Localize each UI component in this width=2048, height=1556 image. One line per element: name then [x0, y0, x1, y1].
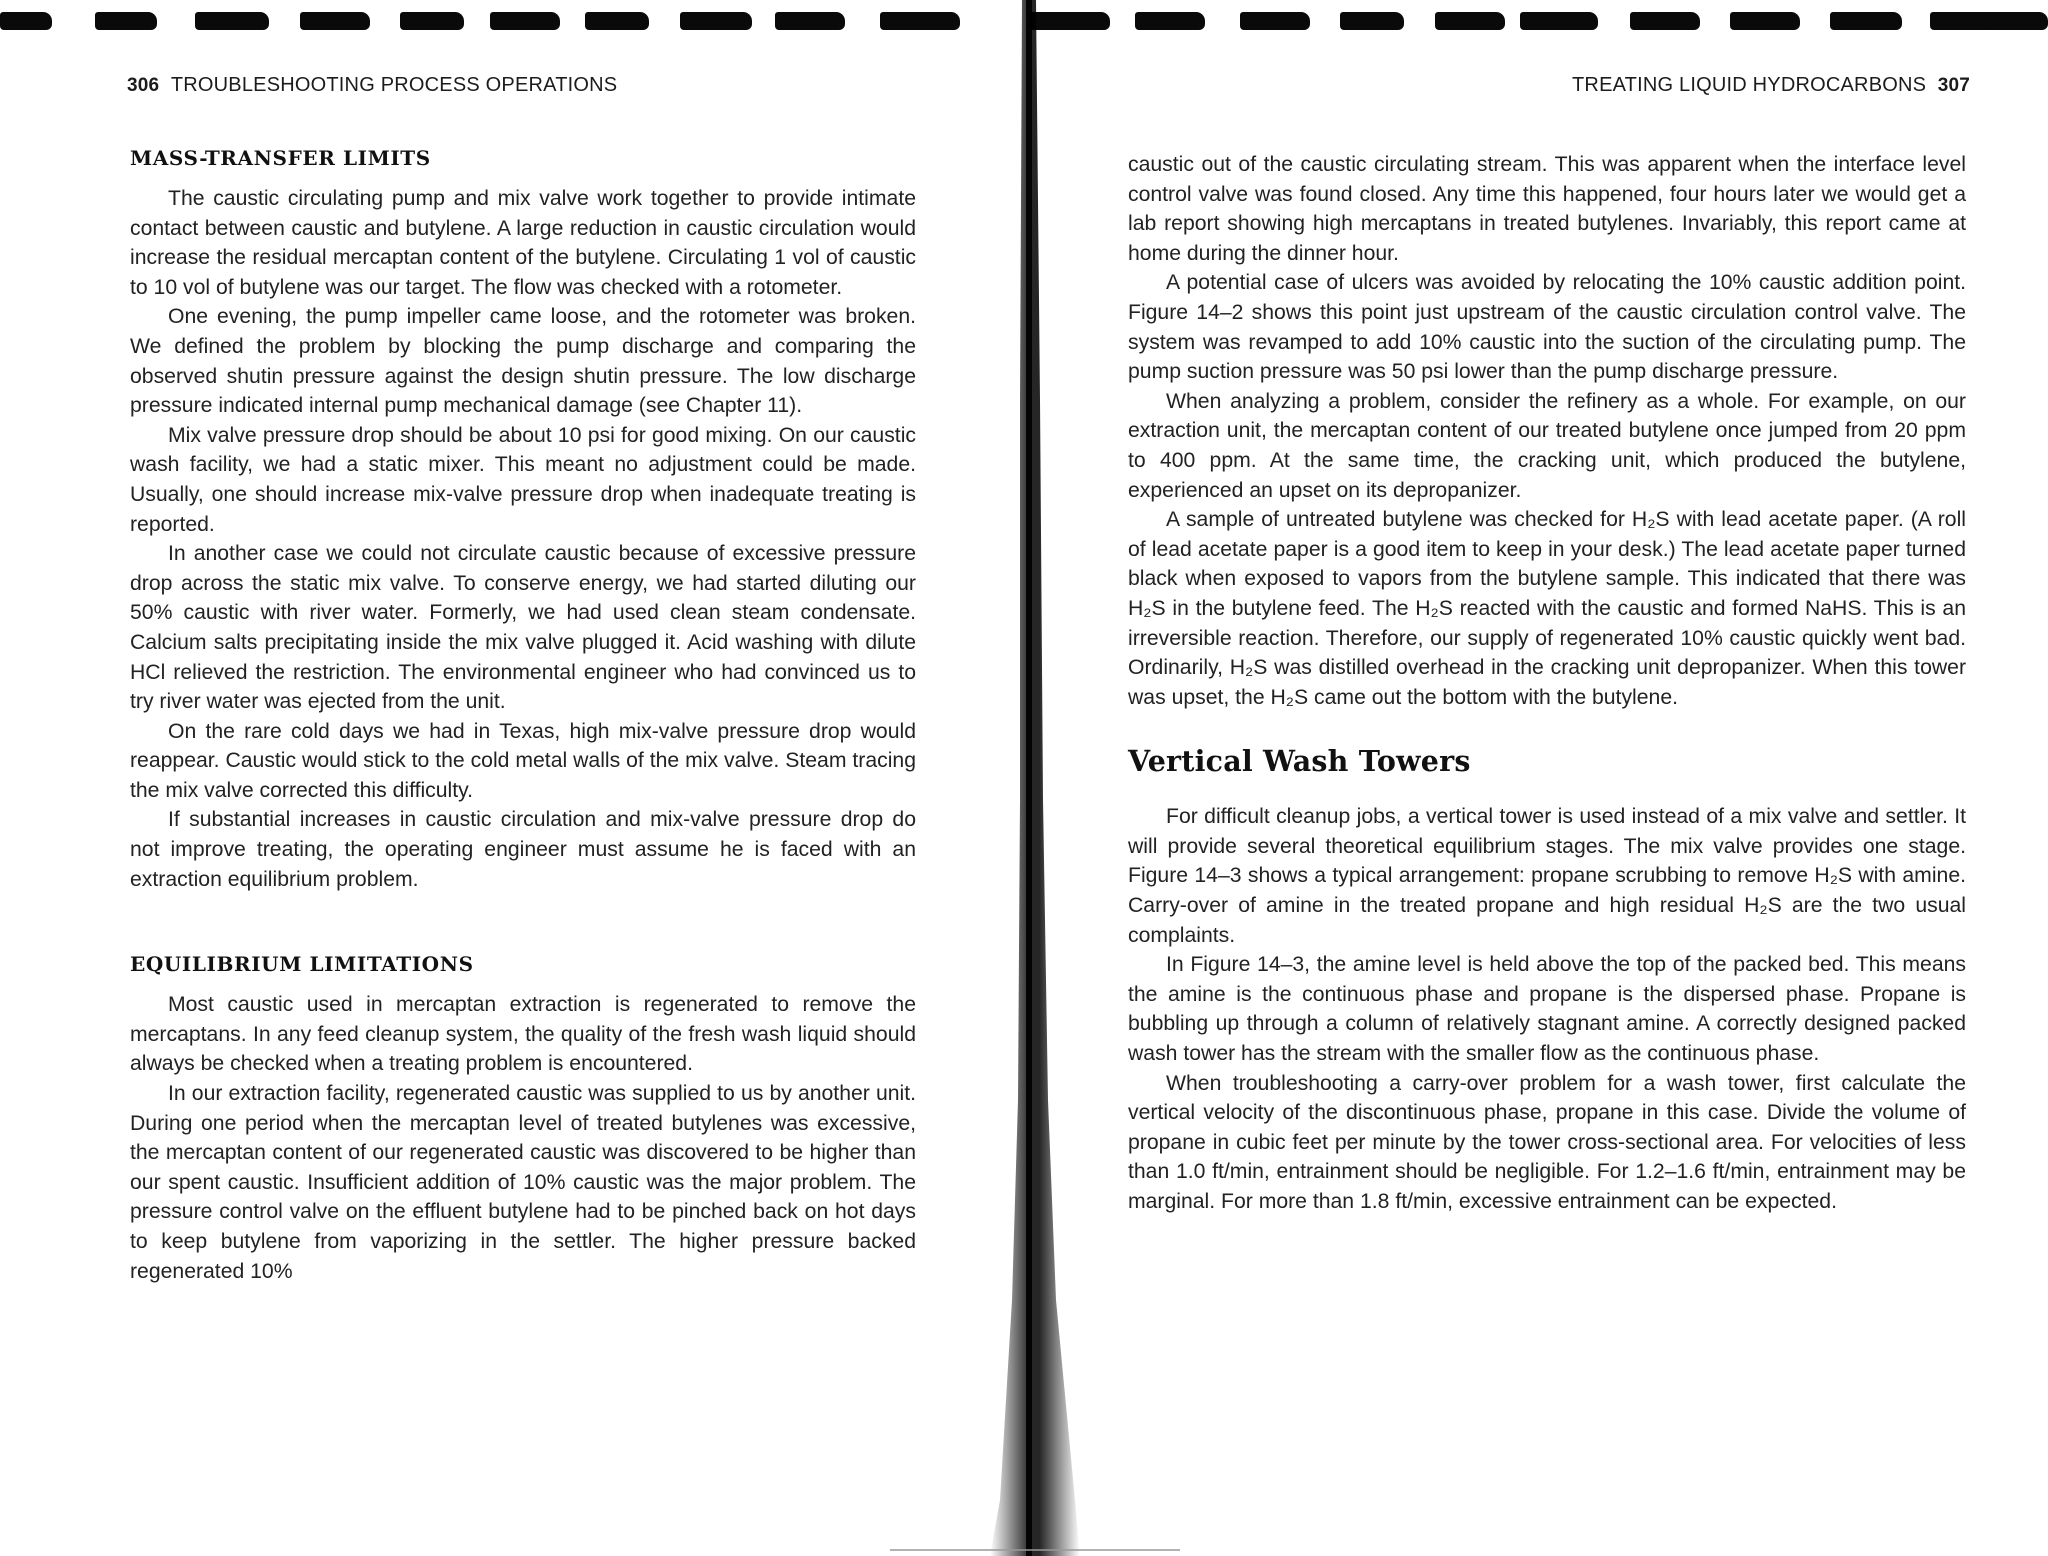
paragraph: If substantial increases in caustic circulation and mix-valve pressure drop do not improve treating, the operating engineer must assume he is faced with an extraction equilibrium problem. [130, 808, 916, 891]
paragraph: Most caustic used in mercaptan extraction is regenerated to remove the mercaptans. In any feed cleanup system, the quality of the fresh wash liquid should always be checked when a treating problem is encountered. [130, 993, 916, 1076]
paragraph: When analyzing a problem, consider the refinery as a whole. For example, on our extraction unit, the mercaptan content of our treated butylene once jumped from 20 ppm to 400 ppm. At the same time, the cracking unit, which produced the butylene, experienced an upset on its depropanizer. [1128, 389, 1966, 502]
paragraph: In Figure 14–3, the amine level is held above the top of the packed bed. This means the amine is the continuous phase and propane is the dispersed phase. Propane is bubbling up through a column of relatively stagnant amine. A correctly designed packed wash tower has the stream with the smaller flow as the continuous phase. [1128, 953, 1966, 1066]
paragraph: One evening, the pump impeller came loose, and the rotometer was broken. We defined the problem by blocking the pump discharge and comparing the observed shutin pressure against the design shutin pressure. The low discharge pressure indicated internal pump mechanical damage (see Chapter 11). [130, 305, 916, 418]
paragraph: For difficult cleanup jobs, a vertical tower is used instead of a mix valve and settler. It will provide several theoretical equilibrium stages. The mix valve provides one stage. Figure 14–3 shows a typical arrangement: propane scrubbing to remove H₂S with amine. Carry-over of amine in the treated propane and high residual H₂S are the two usual complaints. [1128, 805, 1966, 947]
page-number: 306 [127, 75, 160, 96]
section-heading: EQUILIBRIUM LIMITATIONS [130, 952, 474, 977]
paragraph: On the rare cold days we had in Texas, high mix-valve pressure drop would reappear. Caustic would stick to the cold metal walls of the mix valve. Steam tracing the mix valve corrected this difficulty. [130, 719, 916, 802]
paragraph: In another case we could not circulate caustic because of excessive pressure drop across the static mix valve. To conserve energy, we had started diluting our 50% caustic with river water. Formerly, we had used clean steam condensate. Calcium salts precipitating inside the mix valve plugged it. Acid washing with dilute HCl relieved the restriction. The environmental engineer who had convinced us to try river water was ejected from the unit. [130, 542, 916, 714]
paragraph: A potential case of ulcers was avoided by relocating the 10% caustic addition point. Figure 14–2 shows this point just upstream of the caustic circulation control valve. The system was revamped to add 10% caustic into the suction of the circulating pump. The pump suction pressure was 50 psi lower than the pump discharge pressure. [1128, 271, 1966, 384]
left-column [130, 146, 916, 1286]
running-head-left [127, 74, 617, 97]
page-number: 307 [1937, 75, 1970, 96]
running-head-right [1572, 74, 1970, 97]
running-head-title: TREATING LIQUID HYDROCARBONS [1572, 74, 1927, 96]
left-page [0, 0, 1020, 1556]
paragraph: A sample of untreated butylene was checked for H₂S with lead acetate paper. (A roll of lead acetate paper is a good item to keep in your desk.) The lead acetate paper turned black when exposed to vapors from the butylene sample. This indicated that there was H₂S in the butylene feed. The H₂S reacted with the caustic and formed NaHS. This is an irreversible reaction. Therefore, our supply of regenerated 10% caustic quickly went bad. Ordinarily, H₂S was distilled overhead in the cracking unit depropanizer. When this tower was upset, the H₂S came out the bottom with the butylene. [1128, 508, 1966, 709]
right-column [1128, 150, 1966, 1217]
right-page [1050, 0, 2048, 1556]
paragraph: The caustic circulating pump and mix valve work together to provide intimate contact between caustic and butylene. A large reduction in caustic circulation would increase the residual mercaptan content of the butylene. Circulating 1 vol of caustic to 10 vol of butylene was our target. The flow was checked with a rotometer. [130, 187, 916, 299]
continued-paragraph: caustic out of the caustic circulating stream. This was apparent when the interface level control valve was found closed. Any time this happened, four hours later we would get a lab report showing high mercaptans in treated butylenes. Invariably, this report came at home during the dinner hour. [1128, 153, 1966, 265]
running-head-title: TROUBLESHOOTING PROCESS OPERATIONS [170, 74, 618, 96]
section-heading: MASS-TRANSFER LIMITS [130, 146, 431, 170]
paragraph: In our extraction facility, regenerated caustic was supplied to us by another unit. During one period when the mercaptan level of treated butylenes was excessive, the mercaptan content of our regenerated caustic was discovered to be higher than our spent caustic. Insufficient addition of 10% caustic was the major problem. The pressure control valve on the effluent butylene had to be pinched back on hot days to keep butylene from vaporizing in the settler. The higher pressure backed regenerated 10% [130, 1082, 916, 1283]
section-heading: Vertical Wash Towers [1128, 744, 1471, 779]
paragraph: Mix valve pressure drop should be about 10 psi for good mixing. On our caustic wash facility, we had a static mixer. This meant no adjustment could be made. Usually, one should increase mix-valve pressure drop when inadequate treating is reported. [130, 423, 916, 536]
paragraph: When troubleshooting a carry-over problem for a wash tower, first calculate the vertical velocity of the discontinuous phase, propane in this case. Divide the volume of propane in cubic feet per minute by the tower cross-sectional area. For velocities of less than 1.0 ft/min, entrainment should be negligible. For 1.2–1.6 ft/min, entrainment may be marginal. For more than 1.8 ft/min, excessive entrainment can be expected. [1128, 1071, 1966, 1213]
